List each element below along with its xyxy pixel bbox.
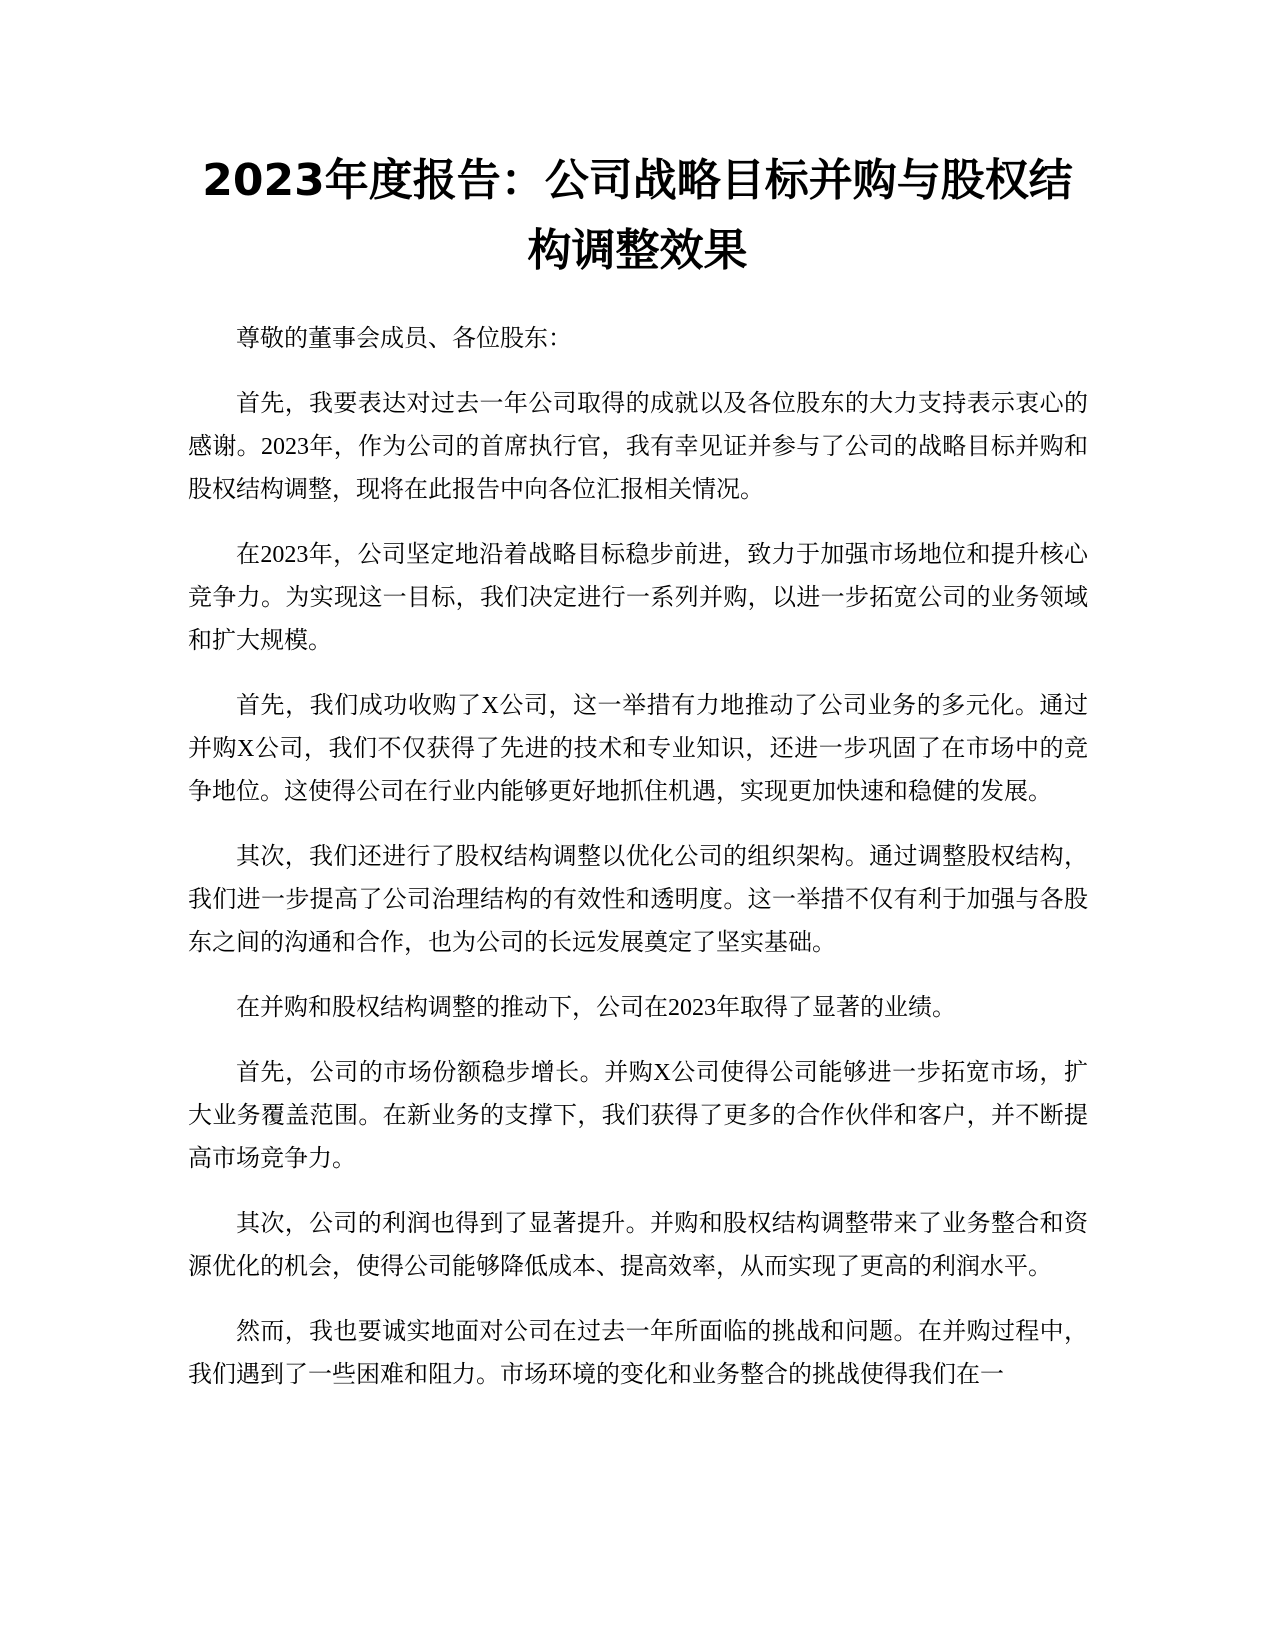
paragraph: 首先，公司的市场份额稳步增长。并购X公司使得公司能够进一步拓宽市场，扩大业务覆盖范围。在新业务的支撑下，我们获得了更多的合作伙伴和客户，并不断提高市场竞争力。: [188, 1060, 1088, 1172]
document-body: [188, 318, 1088, 1419]
title-line-1: 2023年度报告：公司战略目标并购与股权结: [202, 155, 1073, 206]
paragraph: 然而，我也要诚实地面对公司在过去一年所面临的挑战和问题。在并购过程中，我们遇到了一些困难和阻力。市场环境的变化和业务整合的挑战使得我们在一: [188, 1319, 1088, 1388]
paragraph: 首先，我要表达对过去一年公司取得的成就以及各位股东的大力支持表示衷心的感谢。2023年，作为公司的首席执行官，我有幸见证并参与了公司的战略目标并购和股权结构调整，现将在此报告中向各位汇报相关情况。: [188, 391, 1088, 503]
paragraph: 其次，我们还进行了股权结构调整以优化公司的组织架构。通过调整股权结构，我们进一步提高了公司治理结构的有效性和透明度。这一举措不仅有利于加强与各股东之间的沟通和合作，也为公司的长远发展奠定了坚实基础。: [188, 844, 1088, 956]
greeting: 尊敬的董事会成员、各位股东：: [236, 326, 572, 352]
document-title: [150, 146, 1125, 286]
paragraph: 首先，我们成功收购了X公司，这一举措有力地推动了公司业务的多元化。通过并购X公司，我们不仅获得了先进的技术和专业知识，还进一步巩固了在市场中的竞争地位。这使得公司在行业内能够更好地抓住机遇，实现更加快速和稳健的发展。: [188, 693, 1088, 805]
paragraph: 在2023年，公司坚定地沿着战略目标稳步前进，致力于加强市场地位和提升核心竞争力。为实现这一目标，我们决定进行一系列并购，以进一步拓宽公司的业务领域和扩大规模。: [188, 542, 1088, 654]
title-line-2: 构调整效果: [527, 225, 748, 276]
paragraph: 其次，公司的利润也得到了显著提升。并购和股权结构调整带来了业务整合和资源优化的机会，使得公司能够降低成本、提高效率，从而实现了更高的利润水平。: [188, 1211, 1088, 1280]
paragraph: 在并购和股权结构调整的推动下，公司在2023年取得了显著的业绩。: [236, 995, 956, 1021]
